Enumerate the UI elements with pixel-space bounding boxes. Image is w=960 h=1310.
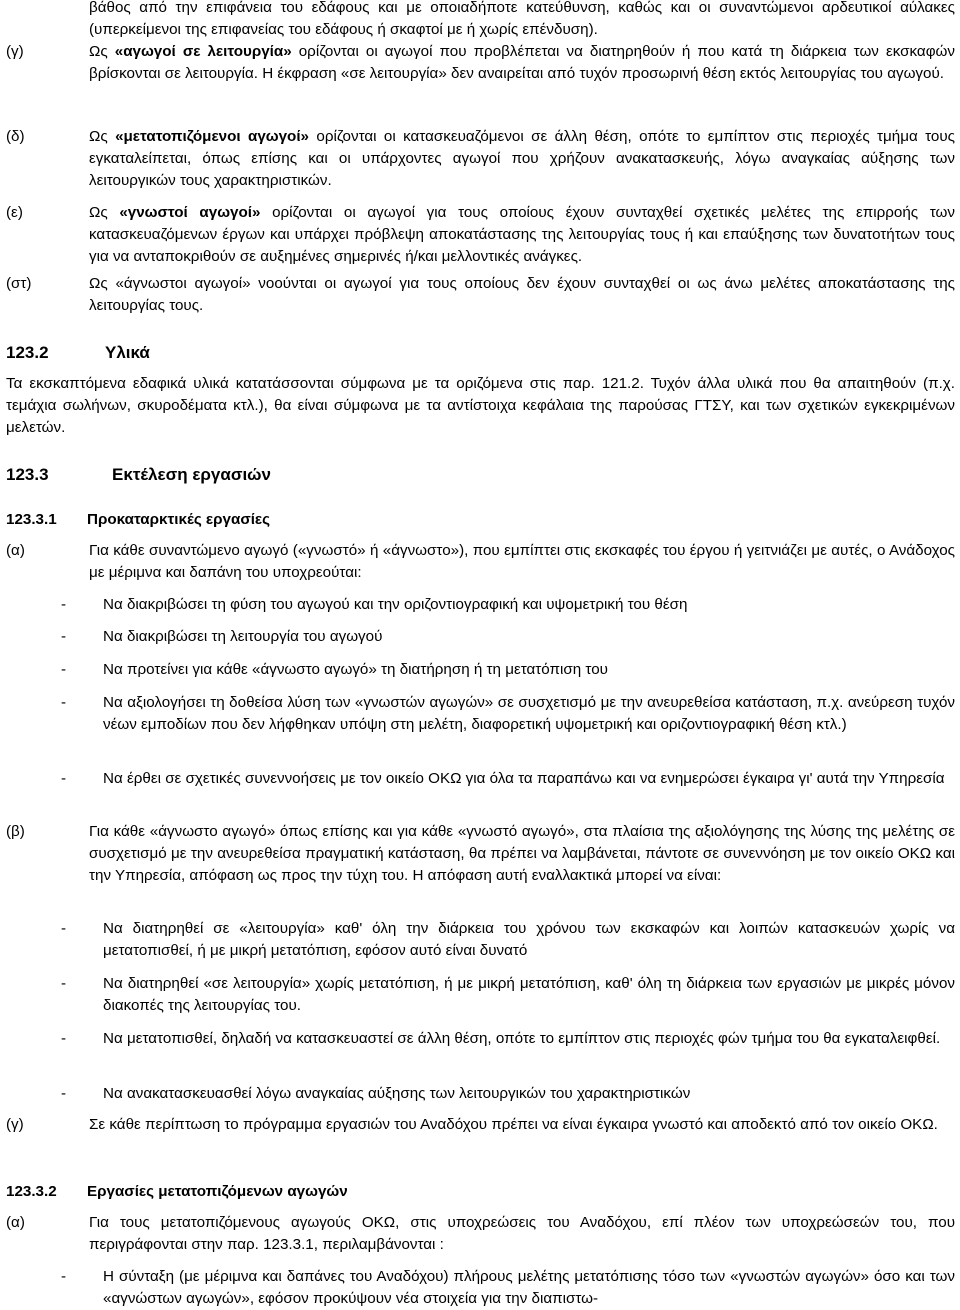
bullet-item: Να ανακατασκευασθεί λόγω αναγκαίας αύξησης των λειτουργικών του χαρακτηριστικών — [103, 1085, 691, 1102]
bullet-item: Να διατηρηθεί «σε λειτουργία» χωρίς μετατόπιση, ή με μικρή μετατόπιση, καθ' όλη τη διάρκεια των εργασιών με μικρές μόνον διακοπές της λειτουργίας του. — [103, 975, 955, 1015]
item-a-paragraph: Για κάθε συναντώμενο αγωγό («γνωστό» ή «άγνωστο»), που εμπίπτει στις εκσκαφές του έργου ή γειτνιάζει με αυτές, ο Ανάδοχος με μέριμνα και δαπάνη του υποχρεούται: — [89, 542, 955, 582]
def-prefix: Ως — [89, 128, 116, 145]
continuation-paragraph: βάθος από την επιφάνεια του εδάφους και με οποιαδήποτε κατεύθυνση, καθώς και οι συναντώμενοι αρδευτικοί αύλακες (υπερκείμενοι της επιφανείας του εδάφους ή σκαφτοί με ή χωρίς επένδυση). — [89, 0, 955, 39]
def-label-c: (γ) — [6, 43, 24, 60]
item-label-a-2: (α) — [6, 1214, 25, 1231]
section-title: Εργασίες μετατοπιζόμενων αγωγών — [87, 1183, 348, 1200]
bullet-dash: - — [61, 1268, 67, 1285]
item-a-2-paragraph: Για τους μετατοπιζόμενους αγωγούς ΟΚΩ, στις υποχρεώσεις του Αναδόχου, επί πλέον των υποχρεώσεών του, που περιγράφονται στην παρ. 123.3.1, περιλαμβάνονται : — [89, 1214, 955, 1254]
def-prefix: Ως — [89, 43, 115, 60]
section-title: Εκτέλεση εργασιών — [112, 465, 271, 484]
section-123-2-body: Τα εκσκαπτόμενα εδαφικά υλικά κατατάσσονται σύμφωνα με τα οριζόμενα στις παρ. 121.2. Τυχόν άλλα υλικά που θα απαιτηθούν (π.χ. τεμάχια σωλήνων, σκυροδέματα κτλ.), θα είναι σύμφωνα με τα αντίστοιχα κεφάλαια της παρούσας ΓΤΣΥ, και των σχετικών εγκεκριμένων μελετών. — [6, 375, 955, 437]
def-term: «γνωστοί αγωγοί» — [119, 204, 261, 221]
def-paragraph-d — [89, 126, 955, 193]
bullet-item: Να διακριβώσει τη λειτουργία του αγωγού — [103, 628, 383, 645]
bullet-dash: - — [61, 596, 67, 613]
bullet-dash: - — [61, 770, 67, 787]
item-c-paragraph: Σε κάθε περίπτωση το πρόγραμμα εργασιών του Αναδόχου πρέπει να είναι έγκαιρα γνωστό και αποδεκτό από τον οικείο ΟΚΩ. — [89, 1116, 938, 1133]
def-term: «μετατοπιζόμενοι αγωγοί» — [115, 128, 310, 145]
bullet-dash: - — [61, 975, 67, 992]
section-number: 123.3.2 — [6, 1183, 57, 1200]
section-number: 123.3.1 — [6, 511, 57, 528]
def-prefix: Ως — [89, 204, 120, 221]
def-label-d: (δ) — [6, 128, 25, 145]
bullet-item: Η σύνταξη (με μέριμνα και δαπάνες του Αναδόχου) πλήρους μελέτης μετατόπισης τόσο των «γνωστών αγωγών» όσο και των «αγνώστων αγωγών», εφόσον προκύψουν νέα στοιχεία για την διαπιστω- — [103, 1268, 955, 1308]
def-label-f: (στ) — [6, 275, 32, 292]
bullet-item: Να διατηρηθεί σε «λειτουργία» καθ' όλη την διάρκεια του χρόνου των εκσκαφών και λοιπών κατασκευών χωρίς να μετατοπισθεί, ή με μικρή μετατόπιση, εφόσον αυτό είναι δυνατό — [103, 920, 955, 960]
def-text: ορίζονται οι αγωγοί που προβλέπεται να διατηρηθούν ή που κατά τη διάρκεια των εκσκαφών βρίσκονται σε λειτουργία. Η έκφραση «σε λειτουργία» δεν αναιρείται από τυχόν προσωρινή θέση εκτός λειτουργίας του αγωγού. — [89, 43, 955, 83]
bullet-item: Να προτείνει για κάθε «άγνωστο αγωγό» τη διατήρηση ή τη μετατόπιση του — [103, 661, 608, 678]
bullet-dash: - — [61, 1030, 67, 1047]
bullet-item: Να αξιολογήσει τη δοθείσα λύση των «γνωστών αγωγών» σε συσχετισμό με την ανευρεθείσα κατάσταση, π.χ. ανεύρεση τυχόν νέων εμποδίων που δεν λήφθηκαν υπόψη στη μελέτη, διαφορετική υψομετρική και οριζοντιογραφική θέση κτλ.) — [103, 694, 955, 734]
item-label-a: (α) — [6, 542, 25, 559]
def-text: ορίζονται οι κατασκευαζόμενοι σε άλλη θέση, οπότε το εμπίπτον στις περιοχές τμήμα τους εγκαταλείπεται, όπως επίσης και οι υπάρχοντες αγωγοί που χρήζουν ανακατασκευής, λόγω αναγκαίας αύξησης των λειτουργικών τους χαρακτηριστικών. — [89, 128, 955, 190]
def-paragraph-e — [89, 202, 955, 269]
bullet-item: Να διακριβώσει τη φύση του αγωγού και την οριζοντιογραφική και υψομετρική του θέση — [103, 596, 688, 613]
def-term: «αγωγοί σε λειτουργία» — [114, 43, 292, 60]
bullet-item: Να μετατοπισθεί, δηλαδή να κατασκευαστεί σε άλλη θέση, οπότε το εμπίπτον στις περιοχές φών τμήμα του θα εγκαταλειφθεί. — [103, 1030, 941, 1047]
def-paragraph-c — [89, 41, 955, 85]
section-title: Υλικά — [105, 343, 150, 362]
bullet-dash: - — [61, 628, 67, 645]
item-b-paragraph: Για κάθε «άγνωστο αγωγό» όπως επίσης και για κάθε «γνωστό αγωγό», στα πλαίσια της αξιολόγησης της λύσης της μελέτης σε συσχετισμό με την ανευρεθείσα πραγματική κατάσταση, θα πρέπει να λαμβάνεται, πάντοτε σε συνεννόηση με τον οικείο ΟΚΩ και την Υπηρεσία, απόφαση ως προς την τύχη του. Η απόφαση αυτή εναλλακτικά μπορεί να είναι: — [89, 823, 955, 885]
bullet-dash: - — [61, 920, 67, 937]
item-label-b: (β) — [6, 823, 25, 840]
bullet-dash: - — [61, 661, 67, 678]
bullet-dash: - — [61, 1085, 67, 1102]
def-text: ορίζονται οι αγωγοί για τους οποίους έχουν συνταχθεί σχετικές μελέτες της επιρροής των κατασκευαζόμενων έργων και υπάρχει πρόβλεψη αποκατάστασης της λειτουργίας τους ή και επαύξησης των δυνατοτήτων τους για να ανταποκριθούν σε αυξημένες σημερινές ή/και μελλοντικές ανάγκες. — [89, 204, 955, 266]
def-paragraph-f: Ως «άγνωστοι αγωγοί» νοούνται οι αγωγοί για τους οποίους δεν έχουν συνταχθεί οι ως άνω μελέτες αποκατάστασης της λειτουργίας τους. — [89, 275, 955, 315]
item-label-c: (γ) — [6, 1116, 24, 1133]
def-label-e: (ε) — [6, 204, 23, 221]
section-title: Προκαταρκτικές εργασίες — [87, 511, 271, 528]
bullet-dash: - — [61, 694, 67, 711]
section-number: 123.2 — [6, 343, 49, 362]
section-number: 123.3 — [6, 465, 49, 484]
bullet-item: Να έρθει σε σχετικές συνεννοήσεις με τον οικείο ΟΚΩ για όλα τα παραπάνω και να ενημερώσει έγκαιρα γι' αυτά την Υπηρεσία — [103, 770, 945, 787]
